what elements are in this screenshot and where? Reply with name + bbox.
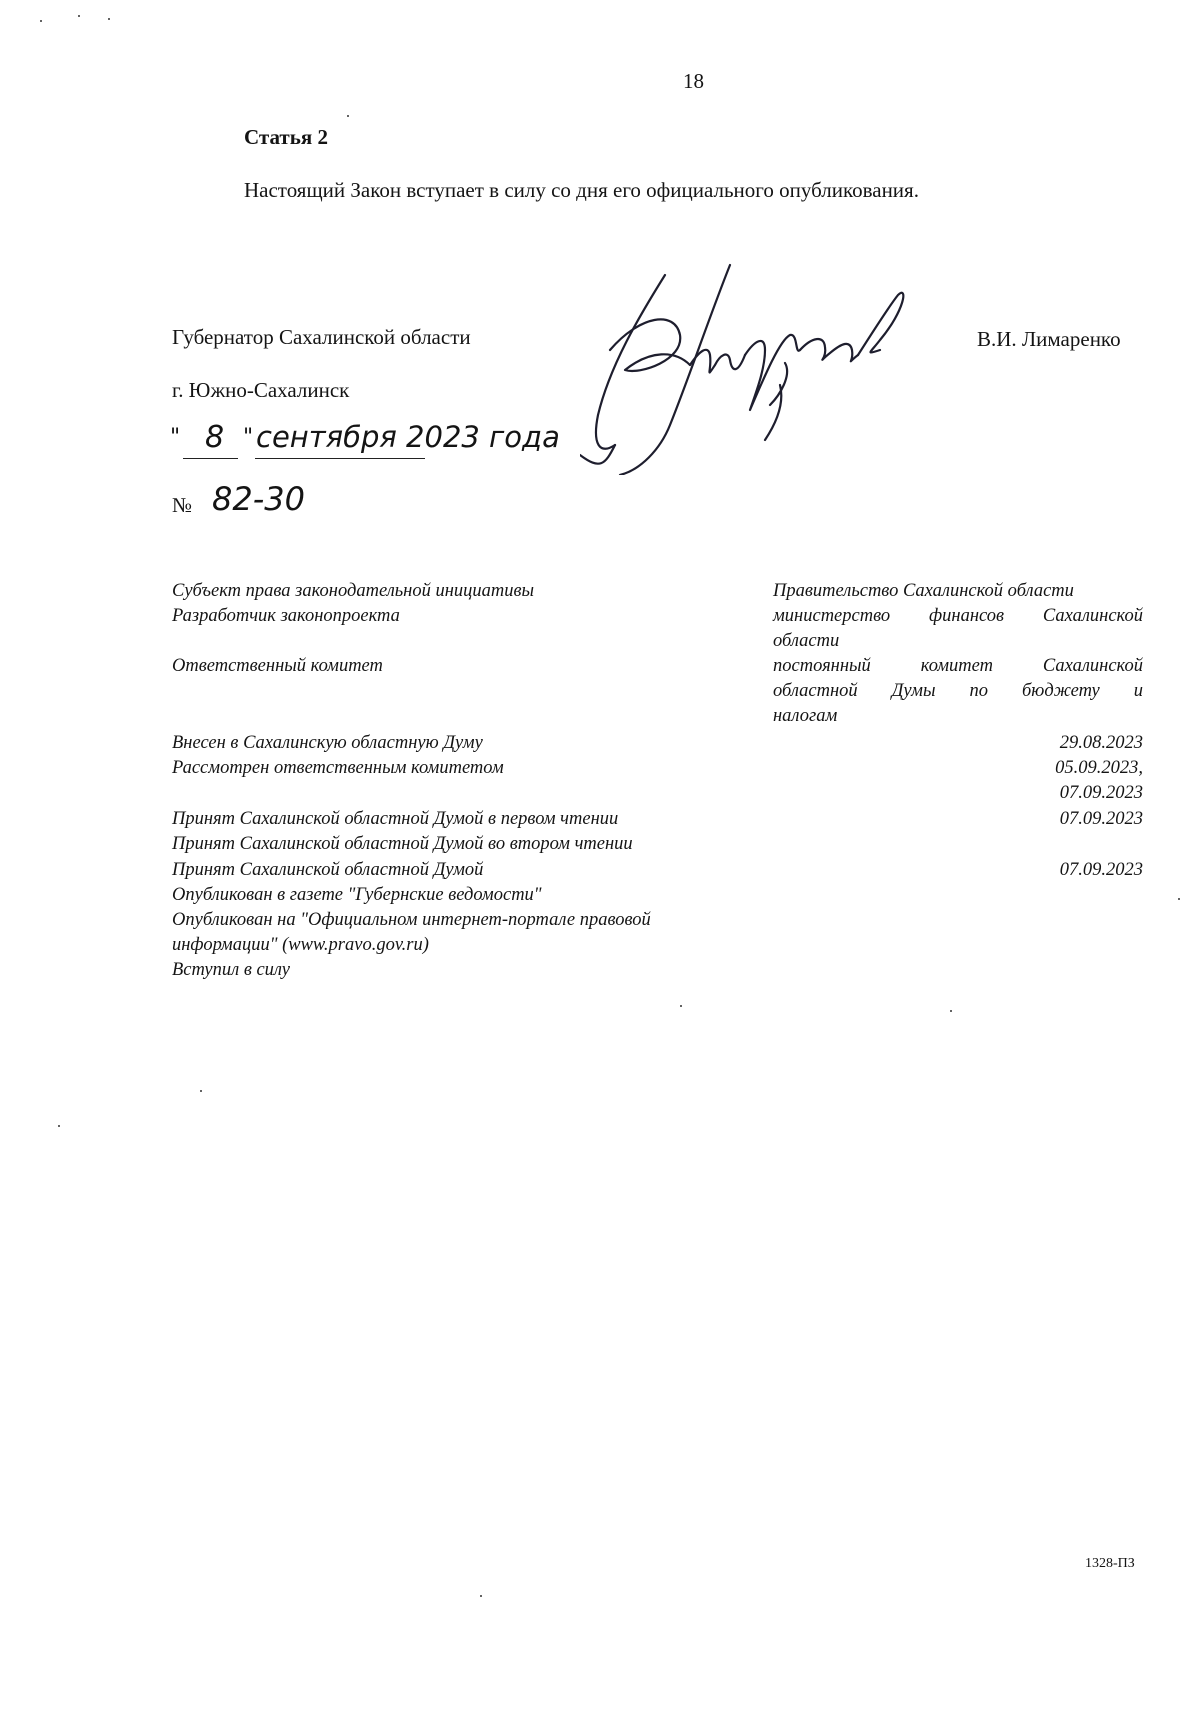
label-published-newspaper: Опубликован в газете "Губернские ведомости" <box>172 885 542 905</box>
label-second-reading: Принят Сахалинской областной Думой во втором чтении <box>172 834 633 854</box>
value-committee-line2: областной Думы по бюджету и <box>773 681 1143 701</box>
label-published-portal: Опубликован на "Официальном интернет-портале правовой <box>172 910 651 930</box>
scan-speck <box>78 15 80 17</box>
date-month-underline <box>255 458 425 459</box>
date-close-quote: " <box>243 425 254 450</box>
label-initiative-subject: Субъект права законодательной инициативы <box>172 581 535 601</box>
scan-speck <box>480 1595 482 1597</box>
scan-speck <box>347 115 349 117</box>
date-open-quote: " <box>170 425 181 450</box>
value-committee-line3: налогам <box>773 706 838 726</box>
label-reviewed: Рассмотрен ответственным комитетом <box>172 758 504 778</box>
label-published-portal-cont: информации" (www.pravo.gov.ru) <box>172 935 429 955</box>
city: г. Южно-Сахалинск <box>172 378 350 402</box>
date-day: 8 <box>205 420 225 455</box>
page-number: 18 <box>683 69 704 93</box>
date-day-underline <box>183 458 238 459</box>
scan-speck <box>40 20 42 22</box>
label-adopted: Принят Сахалинской областной Думой <box>172 860 484 880</box>
article-body: Настоящий Закон вступает в силу со дня его официального опубликования. <box>244 178 919 202</box>
date-month-year: сентября 2023 года <box>256 420 560 454</box>
label-submitted: Внесен в Сахалинскую областную Думу <box>172 733 483 753</box>
value-first-reading: 07.09.2023 <box>1059 809 1143 829</box>
law-number: 82-30 <box>212 480 305 518</box>
value-reviewed-1: 05.09.2023, <box>1055 758 1143 778</box>
value-submitted: 29.08.2023 <box>1059 733 1143 753</box>
value-developer-line2: области <box>773 631 840 651</box>
handwritten-signature <box>580 255 920 475</box>
label-developer: Разработчик законопроекта <box>172 606 400 626</box>
scan-speck <box>108 18 110 20</box>
scan-speck <box>1178 898 1180 900</box>
value-reviewed-2: 07.09.2023 <box>1059 783 1143 803</box>
footer-code: 1328-ПЗ <box>1085 1556 1135 1571</box>
label-first-reading: Принят Сахалинской областной Думой в первом чтении <box>172 809 619 829</box>
governor-position: Губернатор Сахалинской области <box>172 325 471 349</box>
label-entered-force: Вступил в силу <box>172 960 290 980</box>
value-developer-line1: министерство финансов Сахалинской <box>773 606 1143 626</box>
scan-speck <box>680 1005 682 1007</box>
value-adopted: 07.09.2023 <box>1059 860 1143 880</box>
scan-speck <box>950 1010 952 1012</box>
value-initiative-subject: Правительство Сахалинской области <box>773 581 1074 601</box>
scan-speck <box>58 1125 60 1127</box>
value-committee-line1: постоянный комитет Сахалинской <box>773 656 1143 676</box>
scan-speck <box>200 1090 202 1092</box>
governor-name: В.И. Лимаренко <box>977 327 1121 351</box>
number-sign: № <box>172 493 193 517</box>
label-committee: Ответственный комитет <box>172 656 383 676</box>
article-heading: Статья 2 <box>244 125 328 149</box>
